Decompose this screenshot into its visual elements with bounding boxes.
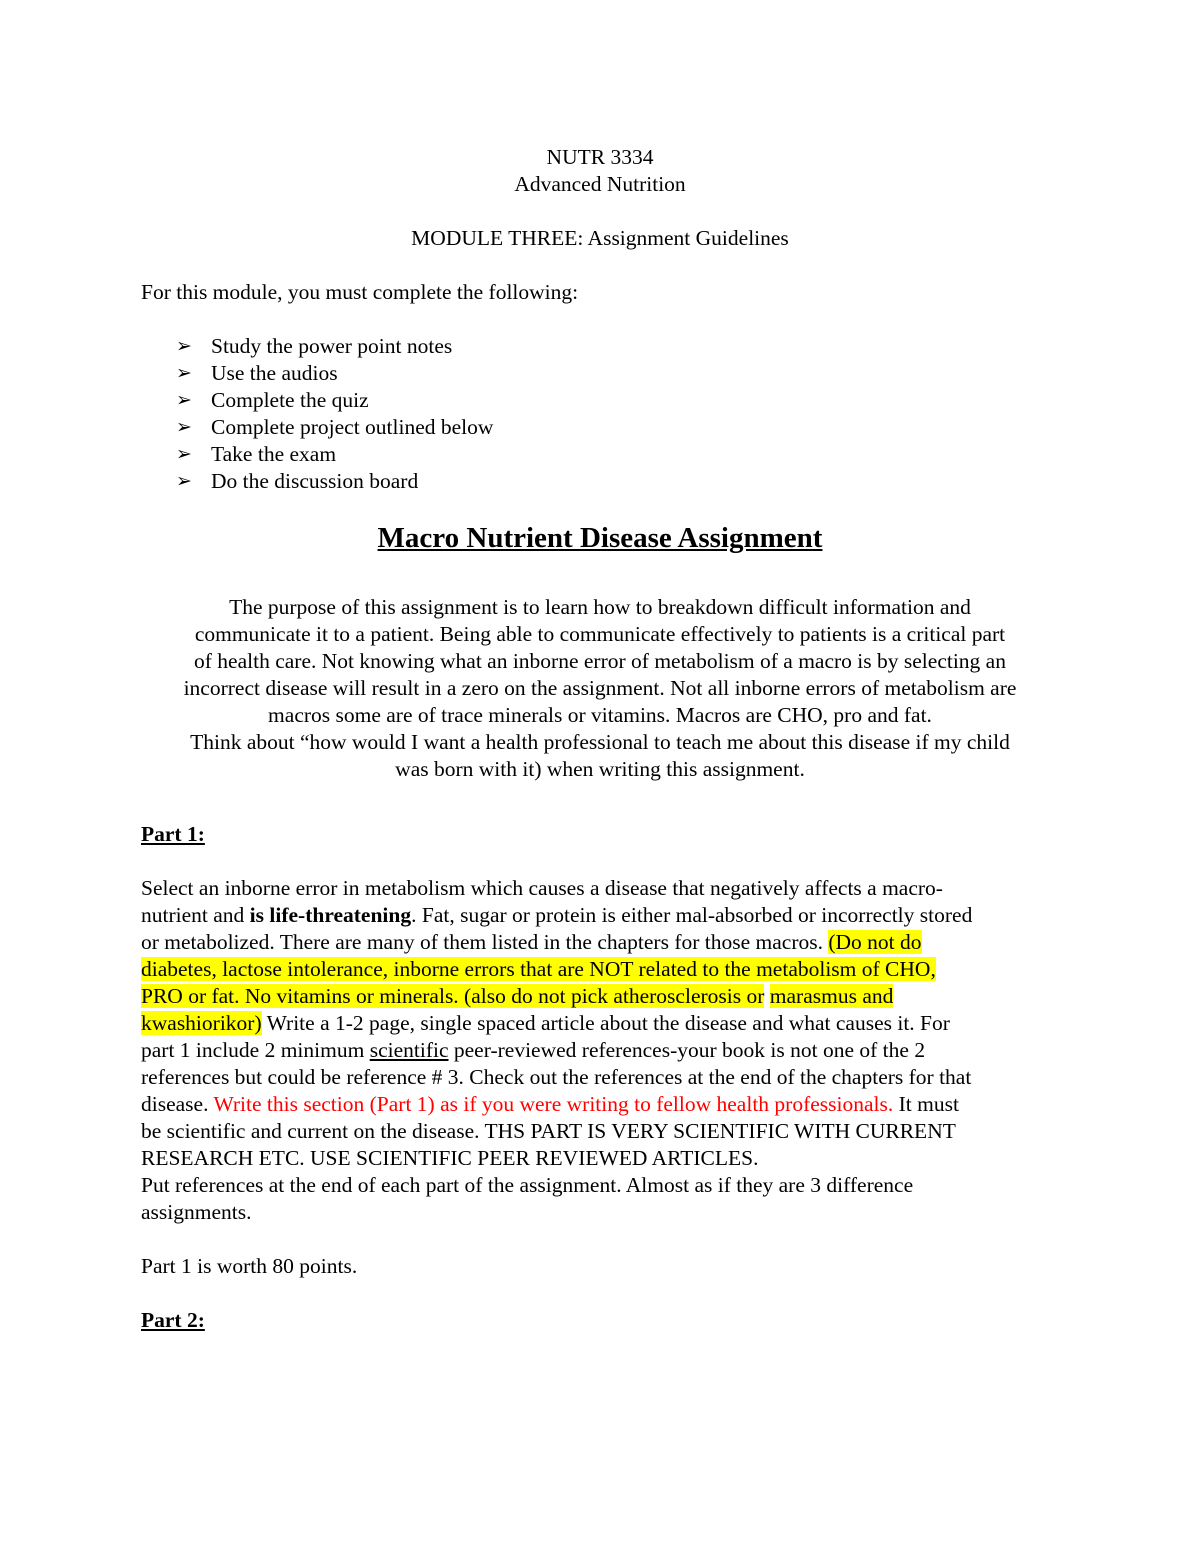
red-emphasis-text: Write this section (Part 1) as if you were writing to fellow health professionals. bbox=[213, 1092, 894, 1116]
part1-line: kwashiorikor) Write a 1-2 page, single spaced article about the disease and what causes it. For bbox=[141, 1011, 950, 1035]
document-header bbox=[0, 144, 1200, 198]
list-item: ➢ Complete the quiz bbox=[176, 388, 369, 412]
arrowhead-bullet-icon: ➢ bbox=[176, 335, 192, 357]
assignment-title: Macro Nutrient Disease Assignment bbox=[377, 522, 823, 554]
purpose-paragraph bbox=[130, 594, 1070, 783]
part1-line: assignments. bbox=[141, 1200, 252, 1224]
purpose-line: communicate it to a patient. Being able to communicate effectively to patients is a critical part bbox=[194, 622, 1006, 646]
part1-line: Put references at the end of each part of the assignment. Almost as if they are 3 difference bbox=[141, 1173, 914, 1197]
part1-points: Part 1 is worth 80 points. bbox=[141, 1254, 358, 1278]
part1-line: or metabolized. There are many of them listed in the chapters for those macros. (Do not do bbox=[141, 930, 922, 954]
list-item: ➢ Study the power point notes bbox=[176, 334, 453, 358]
part1-instructions bbox=[141, 875, 1066, 1226]
life-threatening-emphasis: is life-threatening bbox=[249, 903, 412, 927]
purpose-line: macros some are of trace minerals or vitamins. Macros are CHO, pro and fat. bbox=[268, 703, 932, 727]
part1-line: be scientific and current on the disease. THS PART IS VERY SCIENTIFIC WITH CURRENT bbox=[141, 1119, 956, 1143]
arrowhead-bullet-icon: ➢ bbox=[176, 416, 192, 438]
purpose-line: The purpose of this assignment is to learn how to breakdown difficult information and bbox=[229, 595, 971, 619]
part1-line: references but could be reference # 3. Check out the references at the end of the chapters for that bbox=[141, 1065, 972, 1089]
highlighted-text: kwashiorikor) bbox=[141, 1011, 262, 1035]
scientific-underlined: scientific bbox=[369, 1038, 449, 1062]
list-item: ➢ Complete project outlined below bbox=[176, 415, 494, 439]
module-title: MODULE THREE: Assignment Guidelines bbox=[411, 226, 789, 250]
course-code: NUTR 3334 bbox=[546, 145, 654, 169]
part2-heading: Part 2: bbox=[141, 1308, 205, 1332]
highlighted-text: (Do not do bbox=[828, 930, 922, 954]
highlighted-text: marasmus and bbox=[769, 984, 894, 1008]
purpose-line: Think about “how would I want a health professional to teach me about this disease if my child bbox=[190, 730, 1010, 754]
purpose-line: was born with it) when writing this assignment. bbox=[395, 757, 805, 781]
part1-heading: Part 1: bbox=[141, 822, 205, 846]
course-name: Advanced Nutrition bbox=[514, 172, 686, 196]
part1-line: Select an inborne error in metabolism which causes a disease that negatively affects a macro- bbox=[141, 876, 943, 900]
highlighted-text: PRO or fat. No vitamins or minerals. (also do not pick atherosclerosis or bbox=[141, 984, 765, 1008]
arrowhead-bullet-icon: ➢ bbox=[176, 443, 192, 465]
highlighted-text: diabetes, lactose intolerance, inborne errors that are NOT related to the metabolism of CHO, bbox=[141, 957, 936, 981]
arrowhead-bullet-icon: ➢ bbox=[176, 362, 192, 384]
part1-line bbox=[141, 983, 1066, 1010]
purpose-line: incorrect disease will result in a zero on the assignment. Not all inborne errors of metabolism are bbox=[183, 676, 1017, 700]
part1-line: nutrient and is life-threatening. Fat, sugar or protein is either mal-absorbed or incorrectly stored bbox=[141, 903, 973, 927]
arrowhead-bullet-icon: ➢ bbox=[176, 470, 192, 492]
purpose-line: of health care. Not knowing what an inborne error of metabolism of a macro is by selecting an bbox=[194, 649, 1006, 673]
list-item: ➢ Use the audios bbox=[176, 361, 338, 385]
list-item: ➢ Take the exam bbox=[176, 442, 337, 466]
list-item: ➢ Do the discussion board bbox=[176, 469, 419, 493]
arrowhead-bullet-icon: ➢ bbox=[176, 389, 192, 411]
part1-line bbox=[141, 956, 1066, 983]
intro-text: For this module, you must complete the following: bbox=[141, 280, 579, 304]
part1-line: disease. Write this section (Part 1) as if you were writing to fellow health professionals. It must bbox=[141, 1092, 959, 1116]
part1-line: part 1 include 2 minimum scientific peer-reviewed references-your book is not one of the 2 bbox=[141, 1038, 926, 1062]
part1-line: RESEARCH ETC. USE SCIENTIFIC PEER REVIEWED ARTICLES. bbox=[141, 1146, 759, 1170]
task-checklist bbox=[176, 333, 493, 495]
